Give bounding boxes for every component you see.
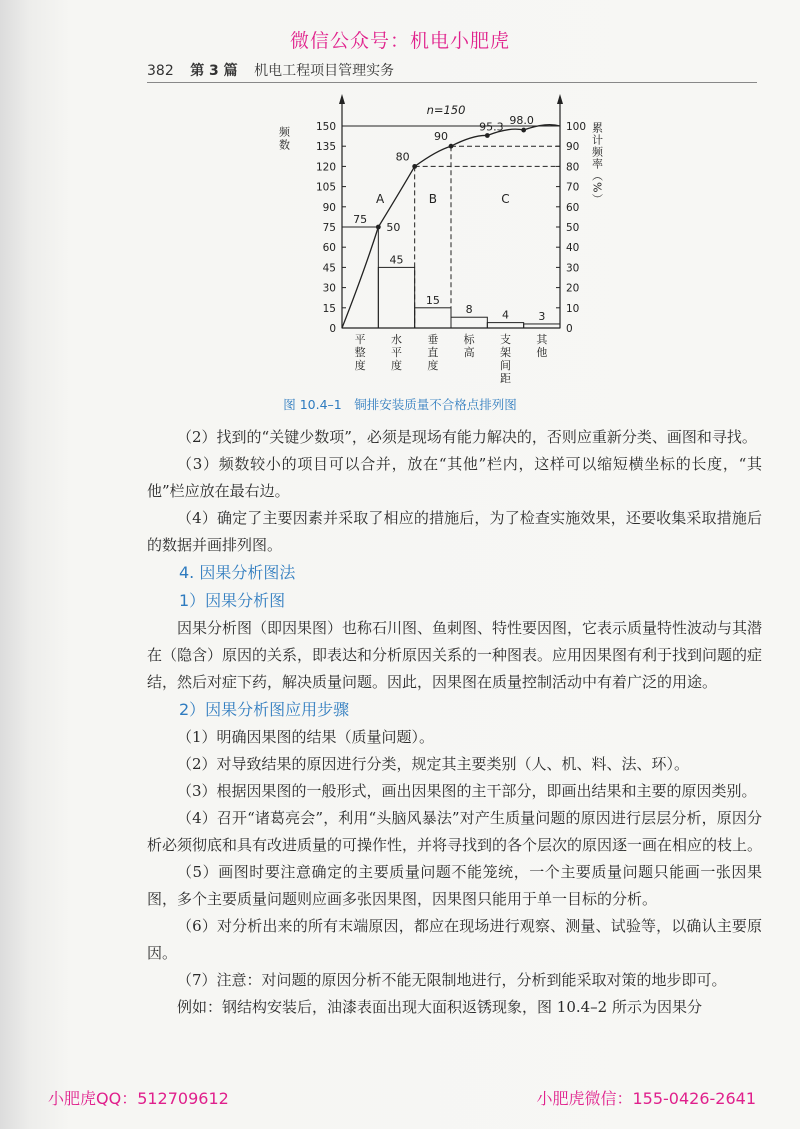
y-tick-label: 0	[329, 323, 336, 335]
y2-tick-label: 0	[566, 323, 573, 335]
step-item: （4）召开“诸葛亮会”，利用“头脑风暴法”对产生质量问题的原因进行层层分析，原因分析必须彻底和具有改进质量的可操作性，并将寻找到的各个层次的原因逐一画在相应的枝上。	[147, 809, 763, 854]
bar	[524, 324, 560, 328]
bar	[487, 323, 523, 328]
y-axis-label: 频数	[277, 126, 291, 152]
category-label: 距	[500, 372, 511, 385]
bar-value-label: 15	[425, 293, 440, 307]
step-item: （6）对分析出来的所有末端原因，都应在现场进行观察、测量、试验等，以确认主要原因。	[147, 917, 762, 962]
y2-tick-label: 30	[566, 262, 580, 275]
zone-label: A	[376, 191, 385, 206]
y2-tick-label: 20	[566, 282, 580, 295]
bar-value-label: 8	[465, 303, 473, 317]
y2-axis-arrow	[557, 94, 563, 104]
subsection-heading: 2）因果分析图应用步骤	[179, 700, 350, 719]
category-label: 高	[463, 346, 475, 359]
pareto-chart-svg	[260, 88, 620, 388]
cumulative-label: 98.0	[509, 114, 534, 128]
bar	[451, 317, 487, 328]
bar-value-label: 3	[538, 309, 546, 323]
paragraph: （4）确定了主要因素并采取了相应的措施后，为了检查实施效果，还要收集采取措施后的数据并画排列图。	[147, 509, 762, 554]
pareto-chart	[260, 88, 620, 388]
cumulative-label: 90	[434, 130, 448, 144]
category-label: 支	[500, 333, 511, 346]
category-label: 度	[391, 359, 402, 372]
y-tick-label: 75	[322, 222, 336, 234]
subsection-heading: 1）因果分析图	[179, 591, 286, 610]
y2-axis-label: 累计频率（%）	[590, 122, 604, 206]
running-header	[147, 60, 757, 83]
y2-tick-label: 80	[566, 161, 580, 174]
zone-label: C	[501, 191, 510, 206]
y-axis-arrow	[339, 94, 345, 104]
category-label: 其	[536, 333, 548, 346]
category-label: 标	[463, 333, 475, 346]
step-item: （7）注意：对问题的原因分析不能无限制地进行，分析到能采取对策的地步即可。	[177, 971, 727, 989]
zone-label: B	[428, 191, 437, 206]
cumulative-label: 80	[395, 150, 410, 164]
cumulative-point	[521, 128, 526, 133]
y-tick-label: 60	[322, 242, 336, 255]
category-label: 架	[500, 346, 511, 359]
y-tick-label: 15	[322, 302, 336, 315]
y2-tick-label: 70	[566, 181, 580, 194]
y2-tick-label: 60	[566, 201, 580, 214]
body-text	[147, 424, 762, 1021]
category-label: 间	[500, 359, 511, 372]
section-heading: 4. 因果分析图法	[179, 563, 296, 582]
y-tick-label: 150	[315, 121, 336, 133]
y-tick-label: 120	[315, 161, 336, 174]
cumulative-point	[485, 133, 490, 138]
figure-caption: 图 10.4–1 铜排安装质量不合格点排列图	[283, 397, 517, 412]
watermark-footer	[0, 1086, 800, 1110]
bar-value-label: 45	[389, 253, 404, 267]
y2-tick-label: 40	[566, 242, 580, 255]
step-item: （5）画图时要注意确定的主要质量问题不能笼统，一个主要质量问题只能画一张因果图，多个主要质量问题则应画多张因果图，因果图只能用于单一目标的分析。	[147, 863, 762, 908]
y-tick-label: 90	[322, 201, 336, 214]
y2-tick-label: 90	[566, 141, 580, 154]
category-label: 平	[354, 333, 366, 346]
bar	[378, 267, 414, 328]
step-item: （2）对导致结果的原因进行分类，规定其主要类别（人、机、料、法、环）。	[177, 755, 690, 773]
paragraph: 例如：钢结构安装后，油漆表面出现大面积返锈现象，图 10.4–2 所示为因果分	[177, 998, 702, 1016]
y-tick-label: 135	[315, 141, 336, 154]
category-label: 水	[391, 333, 402, 346]
category-label: 垂	[427, 333, 439, 346]
y-tick-label: 30	[322, 282, 336, 295]
paragraph: （3）频数较小的项目可以合并，放在“其他”栏内，这样可以缩短横坐标的长度，“其他”栏应放在最右边。	[147, 455, 762, 500]
category-label: 度	[427, 359, 439, 372]
bar-value-label: 4	[502, 308, 509, 322]
category-label: 直	[427, 346, 439, 359]
y2-tick-label: 100	[566, 121, 587, 133]
step-item: （3）根据因果图的一般形式，画出因果图的主干部分，即画出结果和主要的原因类别。	[177, 782, 757, 800]
watermark-top: 微信公众号：机电小肥虎	[289, 30, 510, 52]
category-label: 整	[354, 346, 366, 359]
cumulative-label: 50	[386, 221, 401, 234]
paragraph: 因果分析图（即因果图）也称石川图、鱼刺图、特性要因图，它表示质量特性波动与其潜在（隐含）原因的关系，即表达和分析原因关系的一种图表。应用因果图有利于找到问题的症结，然后对症下药，解决质量问题。因此，因果图在质量控制活动中有着广泛的用途。	[147, 619, 763, 691]
bar	[415, 308, 451, 328]
category-label: 度	[354, 359, 366, 372]
y-tick-label: 105	[315, 181, 336, 194]
category-label: 他	[536, 346, 548, 359]
y2-tick-label: 50	[566, 222, 580, 234]
cumulative-point	[376, 225, 381, 230]
y2-tick-label: 10	[566, 302, 580, 315]
paragraph: （2）找到的“关键少数项”，必须是现场有能力解决的，否则应重新分类、画图和寻找。	[177, 428, 757, 446]
y-tick-label: 45	[322, 262, 336, 275]
cumulative-label: 95.3	[479, 120, 504, 134]
step-item: （1）明确因果图的结果（质量问题）。	[177, 728, 435, 746]
part-label: 第 3 篇	[190, 63, 238, 79]
category-label: 平	[391, 346, 402, 359]
chart-title: n=150	[426, 103, 466, 117]
footer-wechat: 小肥虎微信：155-0426-2641	[536, 1089, 756, 1108]
page-number: 382	[147, 63, 174, 79]
book-title: 机电工程项目管理实务	[254, 63, 395, 79]
footer-qq: 小肥虎QQ：512709612	[48, 1089, 229, 1108]
bar-value-label: 75	[353, 213, 368, 226]
